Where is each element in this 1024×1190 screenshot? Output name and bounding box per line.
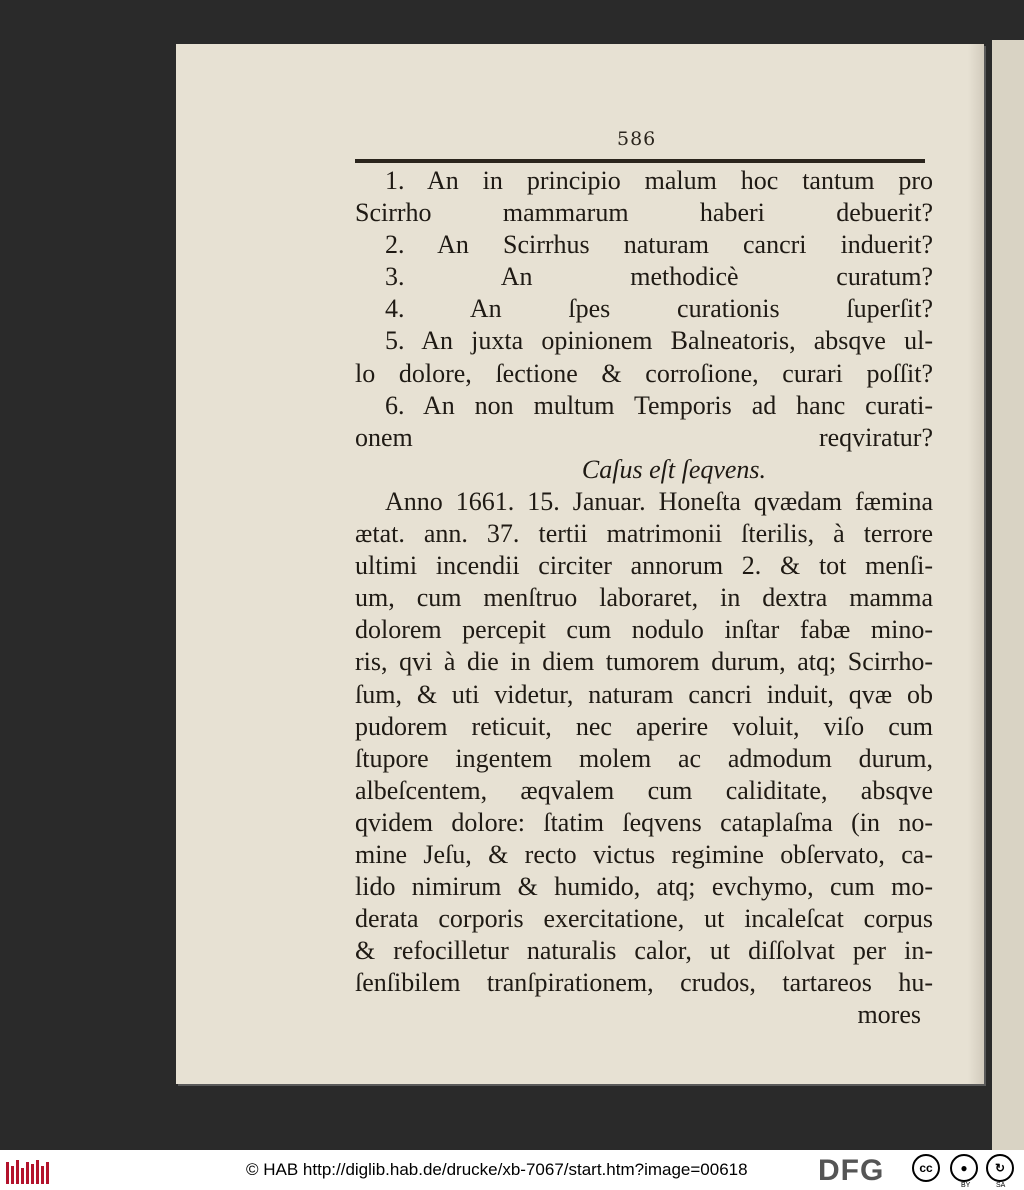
text-line: lo dolore, ſectione & corroſione, curari poſſit? (355, 358, 933, 388)
page-number: 586 (617, 128, 657, 150)
by-icon: ● (950, 1154, 978, 1182)
text-line: ſtupore ingentem molem ac admodum durum, (355, 743, 933, 773)
cc-icon: cc (912, 1154, 940, 1182)
dfg-logo: DFG (818, 1154, 885, 1187)
copyright-link[interactable]: © HAB http://diglib.hab.de/drucke/xb-7067/start.htm?image=00618 (246, 1160, 748, 1179)
text-line: ſenſibilem tranſpirationem, crudos, tartareos hu- (355, 968, 933, 998)
text-line: derata corporis exercitatione, ut incaleſcat corpus (355, 904, 933, 934)
text-line: 2. An Scirrhus naturam cancri induerit? (385, 230, 933, 260)
hab-logo-icon (6, 1158, 50, 1184)
text-line: qvidem dolore: ſtatim ſeqvens cataplaſma (in no- (355, 807, 933, 837)
page-text (355, 165, 933, 1032)
text-line: Scirrho mammarum haberi debuerit? (355, 198, 933, 228)
catchword: mores (857, 1000, 921, 1030)
text-line: 4. An ſpes curationis ſuperſit? (385, 294, 933, 324)
text-line: ris, qvi à die in diem tumorem durum, atq; Scirrho- (355, 647, 933, 677)
text-line: Anno 1661. 15. Januar. Honeſta qvædam fæmina (385, 486, 933, 516)
text-line: ultimi incendii circiter annorum 2. & tot menſi- (355, 551, 933, 581)
text-line: 3. An methodicè curatum? (385, 262, 933, 292)
text-line: pudorem reticuit, nec aperire voluit, viſo cum (355, 711, 933, 741)
text-line: onem reqviratur? (355, 422, 933, 452)
sa-icon: ↻ (986, 1154, 1014, 1182)
page-edge-shadow (968, 44, 984, 1084)
text-line: 1. An in principio malum hoc tantum pro (385, 166, 933, 195)
text-line: & refocilletur naturalis calor, ut diſſolvat per in- (355, 936, 933, 966)
text-line: 6. An non multum Temporis ad hanc curati- (385, 390, 933, 420)
adjacent-page-edge (992, 40, 1024, 1150)
text-line: mine Jeſu, & recto victus regimine obſervato, ca- (355, 839, 933, 869)
text-line: dolorem percepit cum nodulo inſtar fabæ mino- (355, 615, 933, 645)
text-line: um, cum menſtruo laboraret, in dextra mamma (355, 583, 933, 613)
header-rule (355, 159, 925, 163)
by-label: BY (961, 1182, 971, 1189)
text-line: lido nimirum & humido, atq; evchymo, cum mo- (355, 872, 933, 902)
text-line: 5. An juxta opinionem Balneatoris, absqve ul- (385, 326, 933, 356)
sa-label: SA (996, 1182, 1006, 1189)
section-heading: Caſus eſt ſeqvens. (581, 454, 767, 484)
text-line: ætat. ann. 37. tertii matrimonii ſterilis, à terrore (355, 519, 933, 549)
text-line: albeſcentem, æqvalem cum caliditate, absqve (355, 775, 933, 805)
footer-bar (0, 1150, 1024, 1190)
text-line: ſum, & uti videtur, naturam cancri induit, qvæ ob (355, 679, 933, 709)
